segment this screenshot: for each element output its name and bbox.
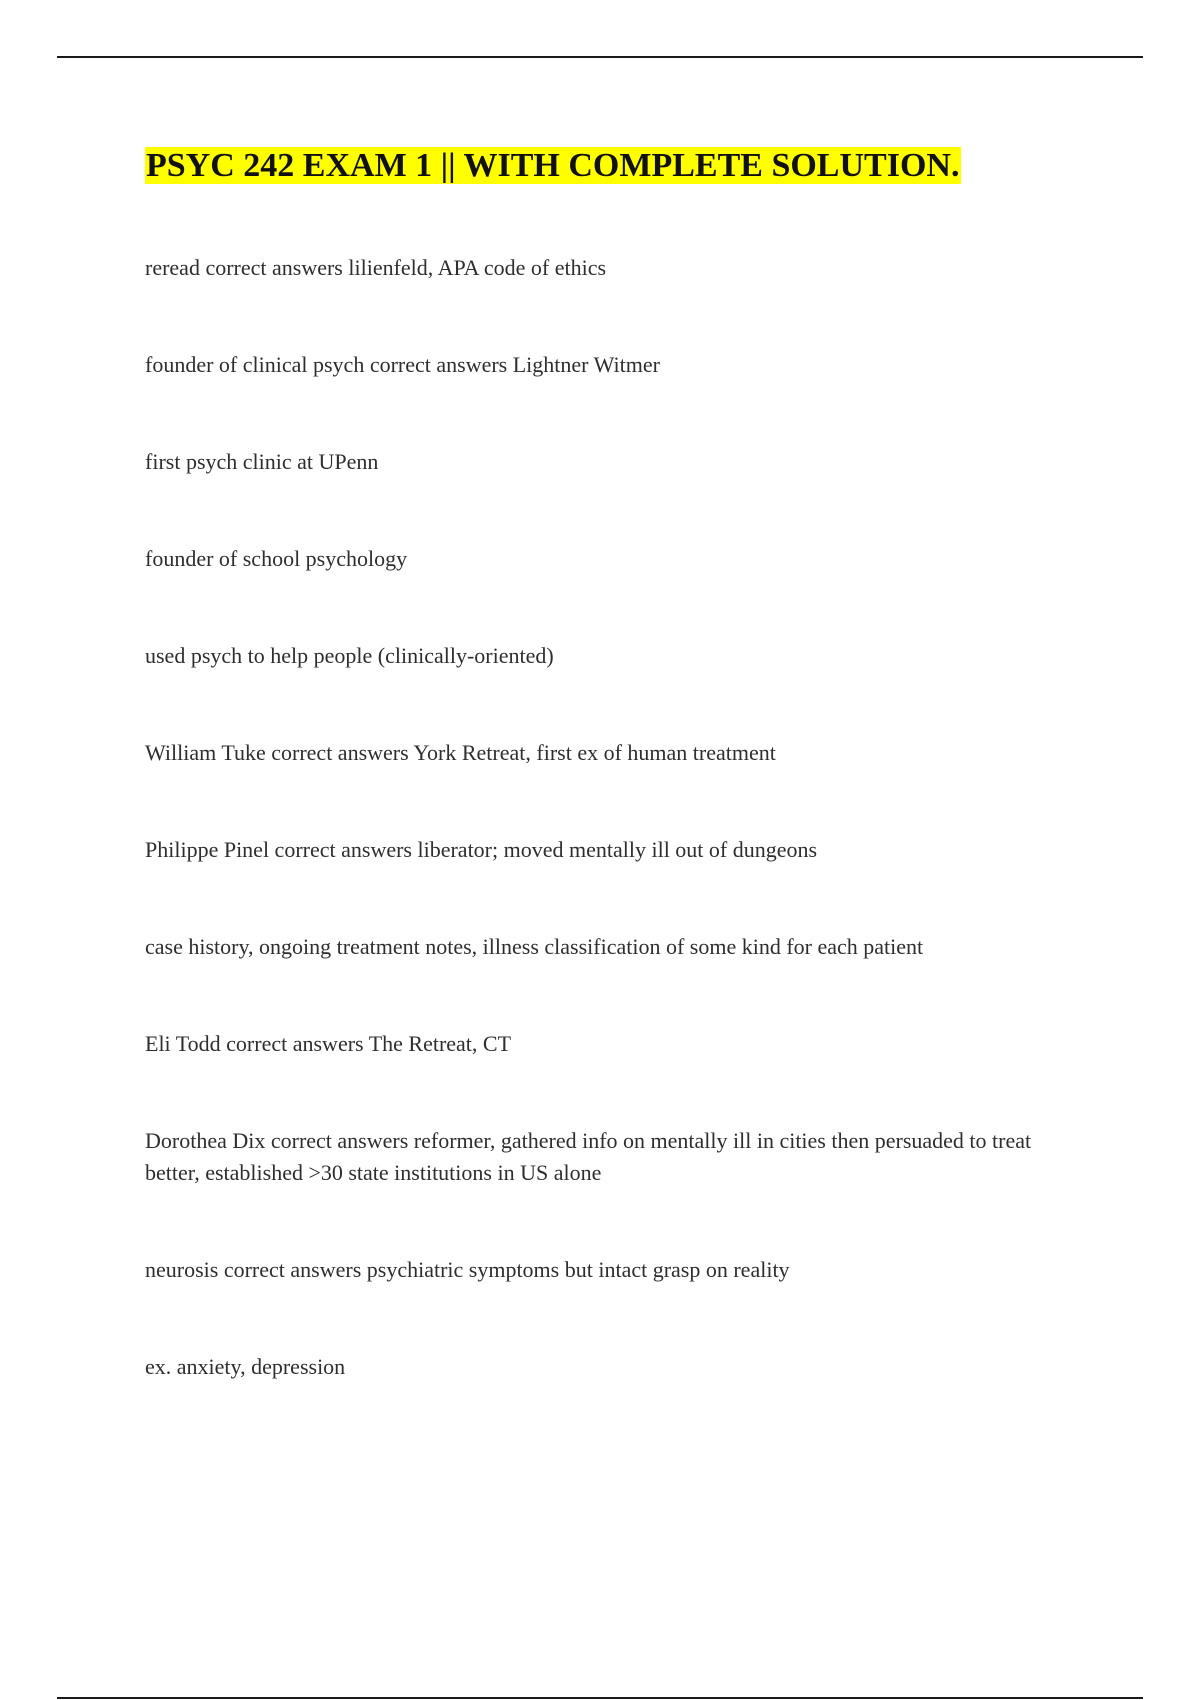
list-item: first psych clinic at UPenn (145, 449, 379, 474)
footer-rule (57, 1697, 1143, 1699)
page-title (145, 144, 961, 188)
list-item: William Tuke correct answers York Retreat, first ex of human treatment (145, 740, 776, 765)
list-item: founder of school psychology (145, 546, 408, 571)
header-rule (57, 56, 1143, 58)
list-item: reread correct answers lilienfeld, APA code of ethics (145, 255, 607, 280)
qa-list (145, 252, 1085, 1448)
title-highlight: PSYC 242 EXAM 1 || WITH COMPLETE SOLUTION. (146, 147, 960, 184)
list-item: Dorothea Dix correct answers reformer, gathered info on mentally ill in cities then persuaded to treat better, established >30 state institutions in US alone (145, 1128, 1032, 1185)
list-item: founder of clinical psych correct answers Lightner Witmer (145, 352, 660, 377)
list-item: used psych to help people (clinically-oriented) (145, 643, 554, 668)
list-item: Philippe Pinel correct answers liberator; moved mentally ill out of dungeons (145, 837, 818, 862)
list-item: neurosis correct answers psychiatric symptoms but intact grasp on reality (145, 1257, 790, 1282)
list-item: Eli Todd correct answers The Retreat, CT (145, 1031, 512, 1056)
list-item: ex. anxiety, depression (145, 1354, 346, 1379)
list-item: case history, ongoing treatment notes, illness classification of some kind for each patient (145, 934, 924, 959)
